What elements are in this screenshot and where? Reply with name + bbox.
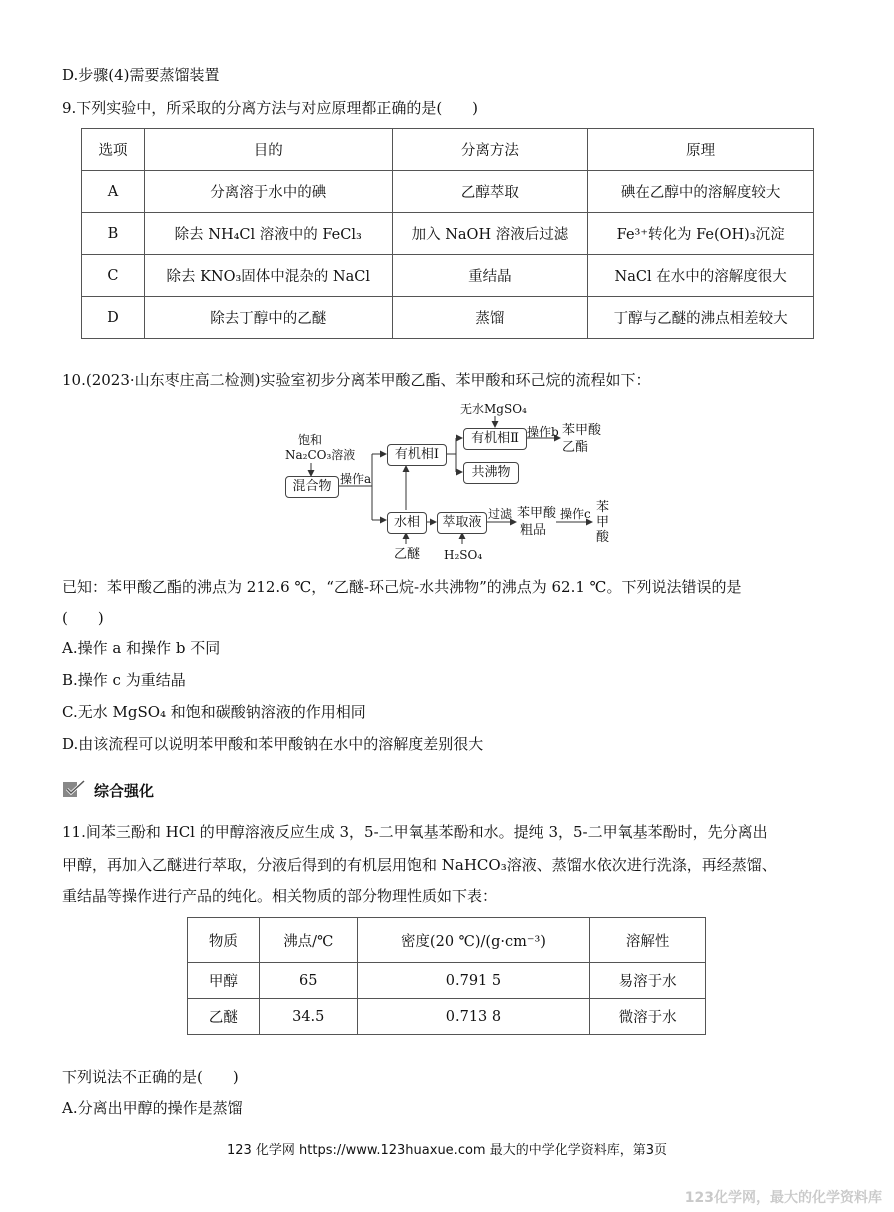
option-d-prev: D.步骤(4)需要蒸馏装置 [62, 66, 220, 84]
node-aqueous: 水相 [387, 512, 427, 534]
table-cell: 蒸馏 [392, 297, 588, 339]
table-cell: 微溶于水 [590, 999, 706, 1035]
reagent-label-2: Na₂CO₃溶液 [285, 448, 356, 462]
option-b: B.操作 c 为重结晶 [62, 671, 186, 689]
header-cell: 分离方法 [392, 129, 588, 171]
question-9: 9.下列实验中，所采取的分离方法与对应原理都正确的是( ) [62, 99, 479, 117]
node-organic-1: 有机相Ⅰ [387, 444, 447, 466]
table-row [188, 999, 706, 1035]
node-mixture: 混合物 [285, 476, 339, 498]
product-label-2: 乙酯 [562, 440, 589, 455]
table-header-row [188, 918, 706, 963]
crude-label-1: 苯甲酸 [517, 506, 557, 521]
header-cell: 物质 [188, 918, 260, 963]
ether-label: 乙醚 [394, 547, 421, 562]
table-cell: D [82, 297, 145, 339]
op-a-label: 操作a [340, 472, 372, 486]
table-cell: 分离溶于水中的碘 [144, 171, 392, 213]
crude-label-2: 粗品 [520, 523, 547, 538]
question-11-line-1: 11.间苯三酚和 HCl 的甲醇溶液反应生成 3，5-二甲氧基苯酚和水。提纯 3，5-二甲氧基苯酚时，先分离出 [62, 823, 768, 841]
header-cell: 沸点/℃ [259, 918, 357, 963]
known-line-1: 已知：苯甲酸乙酯的沸点为 212.6 ℃，“乙醚-环己烷-水共沸物”的沸点为 62.1 ℃。下列说法错误的是 [62, 578, 742, 596]
table-row [82, 297, 814, 339]
filter-label: 过滤 [488, 507, 513, 521]
table-cell: 除去 KNO₃固体中混杂的 NaCl [144, 255, 392, 297]
table-row [188, 963, 706, 999]
table-row [82, 171, 814, 213]
mgso4-label: 无水MgSO₄ [460, 402, 527, 416]
table-cell: 0.791 5 [357, 963, 590, 999]
question-10: 10.(2023·山东枣庄高二检测)实验室初步分离苯甲酸乙酯、苯甲酸和环己烷的流程如下： [62, 371, 651, 389]
header-cell: 原理 [588, 129, 814, 171]
node-extract: 萃取液 [437, 512, 487, 534]
table-cell: 0.713 8 [357, 999, 590, 1035]
header-cell: 选项 [82, 129, 145, 171]
node-azeotrope: 共沸物 [463, 462, 519, 484]
final-product-label: 苯甲酸 [596, 500, 610, 545]
op-b-label: 操作b [527, 425, 559, 439]
product-label-1: 苯甲酸 [562, 423, 602, 438]
table-cell: 除去丁醇中的乙醚 [144, 297, 392, 339]
node-organic-2: 有机相Ⅱ [463, 428, 527, 450]
table-cell: 重结晶 [392, 255, 588, 297]
question-11-option-a: A.分离出甲醇的操作是蒸馏 [62, 1099, 243, 1117]
watermark: 123化学网，最大的化学资料库 [684, 1190, 882, 1206]
table-q9 [81, 128, 814, 339]
table-row [82, 213, 814, 255]
question-11-prompt: 下列说法不正确的是( ) [62, 1068, 239, 1086]
table-cell: 65 [259, 963, 357, 999]
known-line-2: ( ) [62, 609, 104, 627]
table-q11 [187, 917, 706, 1035]
table-cell: C [82, 255, 145, 297]
checklist-icon [62, 780, 86, 800]
h2so4-label: H₂SO₄ [444, 548, 483, 562]
table-header-row [82, 129, 814, 171]
header-cell: 溶解性 [590, 918, 706, 963]
table-cell: 加入 NaOH 溶液后过滤 [392, 213, 588, 255]
table-cell: 除去 NH₄Cl 溶液中的 FeCl₃ [144, 213, 392, 255]
question-11-line-2: 甲醇，再加入乙醚进行萃取，分液后得到的有机层用饱和 NaHCO₃溶液、蒸馏水依次进行洗涤，再经蒸馏、 [62, 856, 777, 874]
table-cell: A [82, 171, 145, 213]
table-cell: 34.5 [259, 999, 357, 1035]
table-cell: Fe³⁺转化为 Fe(OH)₃沉淀 [588, 213, 814, 255]
op-c-label: 操作c [560, 507, 591, 521]
table-cell: 乙醚 [188, 999, 260, 1035]
option-a: A.操作 a 和操作 b 不同 [62, 639, 221, 657]
table-cell: 甲醇 [188, 963, 260, 999]
header-cell: 密度(20 ℃)/(g·cm⁻³) [357, 918, 590, 963]
table-row [82, 255, 814, 297]
table-cell: NaCl 在水中的溶解度很大 [588, 255, 814, 297]
reagent-label: 饱和 [298, 433, 323, 447]
section-title: 综合强化 [94, 782, 155, 800]
table-cell: B [82, 213, 145, 255]
table-cell: 易溶于水 [590, 963, 706, 999]
table-cell: 丁醇与乙醚的沸点相差较大 [588, 297, 814, 339]
table-cell: 碘在乙醇中的溶解度较大 [588, 171, 814, 213]
header-cell: 目的 [144, 129, 392, 171]
question-11-line-3: 重结晶等操作进行产品的纯化。相关物质的部分物理性质如下表： [62, 887, 498, 905]
option-c: C.无水 MgSO₄ 和饱和碳酸钠溶液的作用相同 [62, 703, 366, 721]
table-cell: 乙醇萃取 [392, 171, 588, 213]
page-footer: 123 化学网 https://www.123huaxue.com 最大的中学化学资料库，第3页 [226, 1143, 667, 1158]
option-d: D.由该流程可以说明苯甲酸和苯甲酸钠在水中的溶解度差别很大 [62, 735, 484, 753]
